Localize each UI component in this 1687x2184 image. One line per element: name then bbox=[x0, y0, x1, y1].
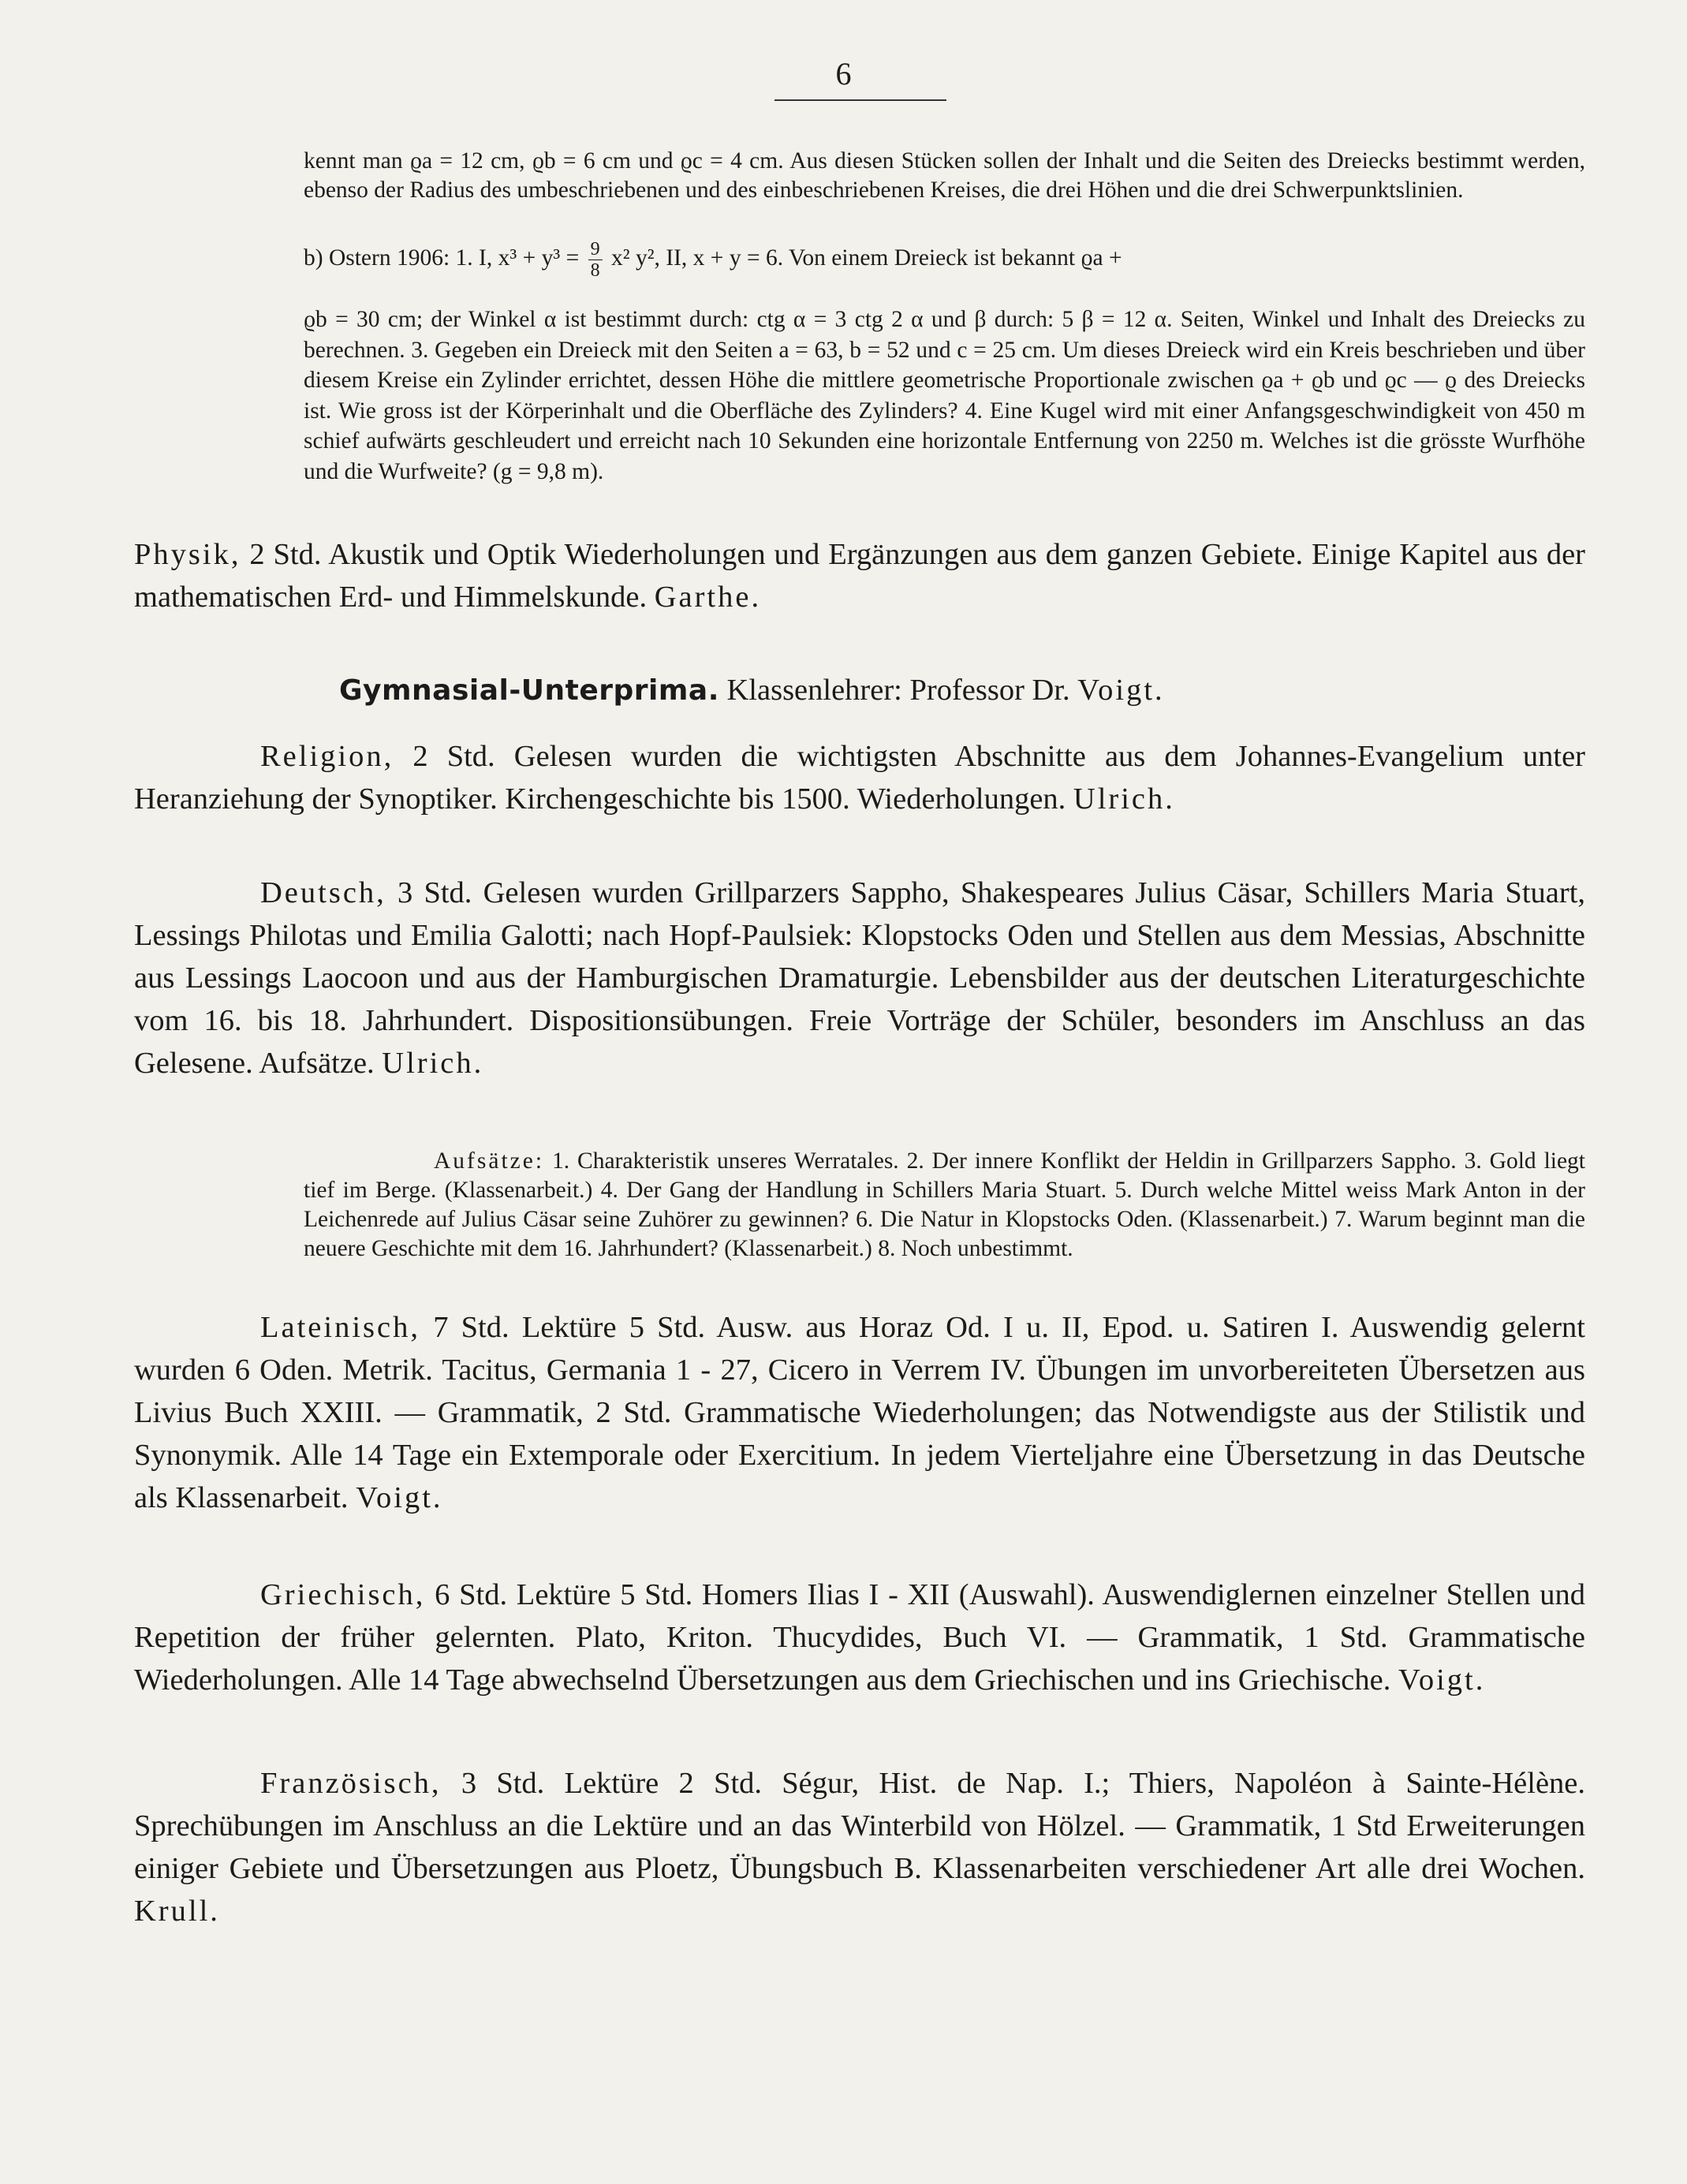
teacher-deutsch: Ulrich. bbox=[382, 1047, 484, 1080]
section-griechisch bbox=[134, 1574, 1585, 1701]
section-franzoesisch bbox=[134, 1762, 1585, 1932]
griechisch-text: 6 Std. Lektüre 5 Std. Homers Ilias I - XII (Auswahl). Auswendiglernen einzelner Stellen und Repetition der früher gelernten. Plato, Kriton. Thucydides, Buch VI. — Grammatik, 1 Std. Grammatische Wiederholungen. Alle 14 Tage abwechselnd Übersetzungen aus dem Griechischen und ins Griechische. bbox=[134, 1578, 1586, 1697]
class-teacher-label: Klassenlehrer: Professor Dr. bbox=[726, 674, 1070, 707]
teacher-franzoesisch: Krull. bbox=[134, 1895, 220, 1928]
section-religion bbox=[134, 735, 1585, 820]
subject-lateinisch: Lateinisch, bbox=[260, 1311, 420, 1344]
page-number-rule bbox=[774, 99, 946, 101]
subject-religion: Religion, bbox=[260, 740, 394, 773]
franzoesisch-text: 3 Std. Lektüre 2 Std. Ségur, Hist. de Nap. I.; Thiers, Napoléon à Sainte-Hélène. Sprechübungen im Anschluss an die Lektüre und an das Winterbild von Hölzel. — Grammatik, 1 Std Erweiterungen einiger Gebiete und Übersetzungen aus Ploetz, Übungsbuch B. Klassenarbeiten verschiedener Art alle drei Wochen. bbox=[134, 1767, 1586, 1885]
math-problem-b bbox=[304, 237, 1585, 281]
subject-franzoesisch: Französisch, bbox=[260, 1767, 442, 1800]
section-deutsch bbox=[134, 872, 1585, 1085]
class-teacher-name: Voigt. bbox=[1077, 674, 1165, 707]
subject-physik: Physik, bbox=[134, 538, 241, 571]
section-physik bbox=[134, 533, 1585, 618]
subject-griechisch: Griechisch, bbox=[260, 1578, 426, 1611]
page-number: 6 bbox=[835, 56, 852, 91]
religion-text: 2 Std. Gelesen wurden die wichtigsten Abschnitte aus dem Johannes-Evangelium unter Heranziehung der Synoptiker. Kirchengeschichte bis 1500. Wiederholungen. bbox=[134, 740, 1585, 816]
teacher-religion: Ulrich. bbox=[1073, 782, 1175, 816]
fraction-numerator: 9 bbox=[588, 239, 603, 260]
teacher-griechisch: Voigt. bbox=[1398, 1663, 1486, 1697]
aufsaetze-text: 1. Charakteristik unseres Werratales. 2. Der innere Konflikt der Heldin in Grillparzers Sappho. 3. Gold liegt tief im Berge. (Klassenarbeit.) 4. Der Gang der Handlung in Schillers Maria Stuart. 5. Durch welche Mittel weiss Mark Anton in der Leichenrede auf Julius Cäsar seine Zuhörer zu gewinnen? 6. Die Natur in Klopstocks Oden. (Klassenarbeit.) 7. Warum beginnt man die neuere Geschichte mit dem 16. Jahrhundert? (Klassenarbeit.) 8. Noch unbestimmt. bbox=[304, 1148, 1585, 1261]
section-aufsaetze bbox=[304, 1147, 1585, 1264]
aufsaetze-label: Aufsätze: bbox=[434, 1148, 545, 1174]
subject-deutsch: Deutsch, bbox=[260, 876, 386, 909]
teacher-lateinisch: Voigt. bbox=[356, 1481, 443, 1514]
math-b-suffix: x² y², II, x + y = 6. Von einem Dreieck ist bekannt ϱa + bbox=[610, 245, 1122, 271]
section-lateinisch bbox=[134, 1306, 1585, 1519]
math-problems-intro bbox=[304, 147, 1585, 205]
math-rest-text: ϱb = 30 cm; der Winkel α ist bestimmt durch: ctg α = 3 ctg 2 α und β durch: 5 β = 12 α. Seiten, Winkel und Inhalt des Dreiecks zu berechnen. 3. Gegeben ein Dreieck mit den Seiten a = 63, b = 52 und c = 25 cm. Um dieses Dreieck wird ein Kreis beschrieben und über diesem Kreise ein Zylinder errichtet, dessen Höhe die mittlere geometrische Proportionale zwischen ϱa + ϱb und ϱc — ϱ des Dreiecks ist. Wie gross ist der Körperinhalt und die Oberfläche des Zylinders? 4. Eine Kugel wird mit einer Anfangsgeschwindigkeit von 450 m schief aufwärts geschleudert und erreicht nach 10 Sekunden eine horizontale Entfernung von 2250 m. Welches ist die grösste Wurfhöhe und die Wurfweite? (g = 9,8 m). bbox=[304, 307, 1585, 484]
deutsch-text: 3 Std. Gelesen wurden Grillparzers Sappho, Shakespeares Julius Cäsar, Schillers Maria Stuart, Lessings Philotas und Emilia Galotti; nach Hopf-Paulsiek: Klopstocks Oden und Stellen aus dem Messias, Abschnitte aus Lessings Laocoon und aus der Hamburgischen Dramaturgie. Lebensbilder aus der deutschen Literaturgeschichte vom 16. bis 18. Jahrhundert. Dispositionsübungen. Freie Vorträge der Schüler, besonders im Anschluss an das Gelesene. Aufsätze. bbox=[134, 876, 1586, 1080]
lateinisch-text: 7 Std. Lektüre 5 Std. Ausw. aus Horaz Od. I u. II, Epod. u. Satiren I. Auswendig gelernt wurden 6 Oden. Metrik. Tacitus, Germania 1 - 27, Cicero in Verrem IV. Übungen im unvorbereiteten Übersetzen aus Livius Buch XXIII. — Grammatik, 2 Std. Grammatische Wiederholungen; das Notwendigste aus der Stilistik und Synonymik. Alle 14 Tage ein Extemporale oder Exercitium. In jedem Vierteljahre eine Übersetzung in das Deutsche als Klassenarbeit. bbox=[134, 1311, 1586, 1514]
math-b-prefix: b) Ostern 1906: 1. I, x³ + y³ = bbox=[304, 245, 580, 271]
fraction-denominator: 8 bbox=[590, 259, 600, 281]
class-title: Gymnasial-Unterprima. bbox=[339, 674, 719, 707]
physik-text: 2 Std. Akustik und Optik Wiederholungen und Ergänzungen aus dem ganzen Gebiete. Einige Kapitel aus der mathematischen Erd- und Himmelskunde. bbox=[134, 538, 1586, 614]
fraction bbox=[588, 239, 603, 281]
math-intro-text: kennt man ϱa = 12 cm, ϱb = 6 cm und ϱc = 4 cm. Aus diesen Stücken sollen der Inhalt und die Seiten des Dreiecks bestimmt werden, ebenso der Radius des umbeschriebenen und des einbeschriebenen Kreises, die drei Höhen und die drei Schwerpunktslinien. bbox=[304, 148, 1585, 203]
class-heading bbox=[134, 669, 1585, 712]
teacher-physik: Garthe. bbox=[654, 581, 762, 614]
math-problem-rest bbox=[304, 304, 1585, 487]
